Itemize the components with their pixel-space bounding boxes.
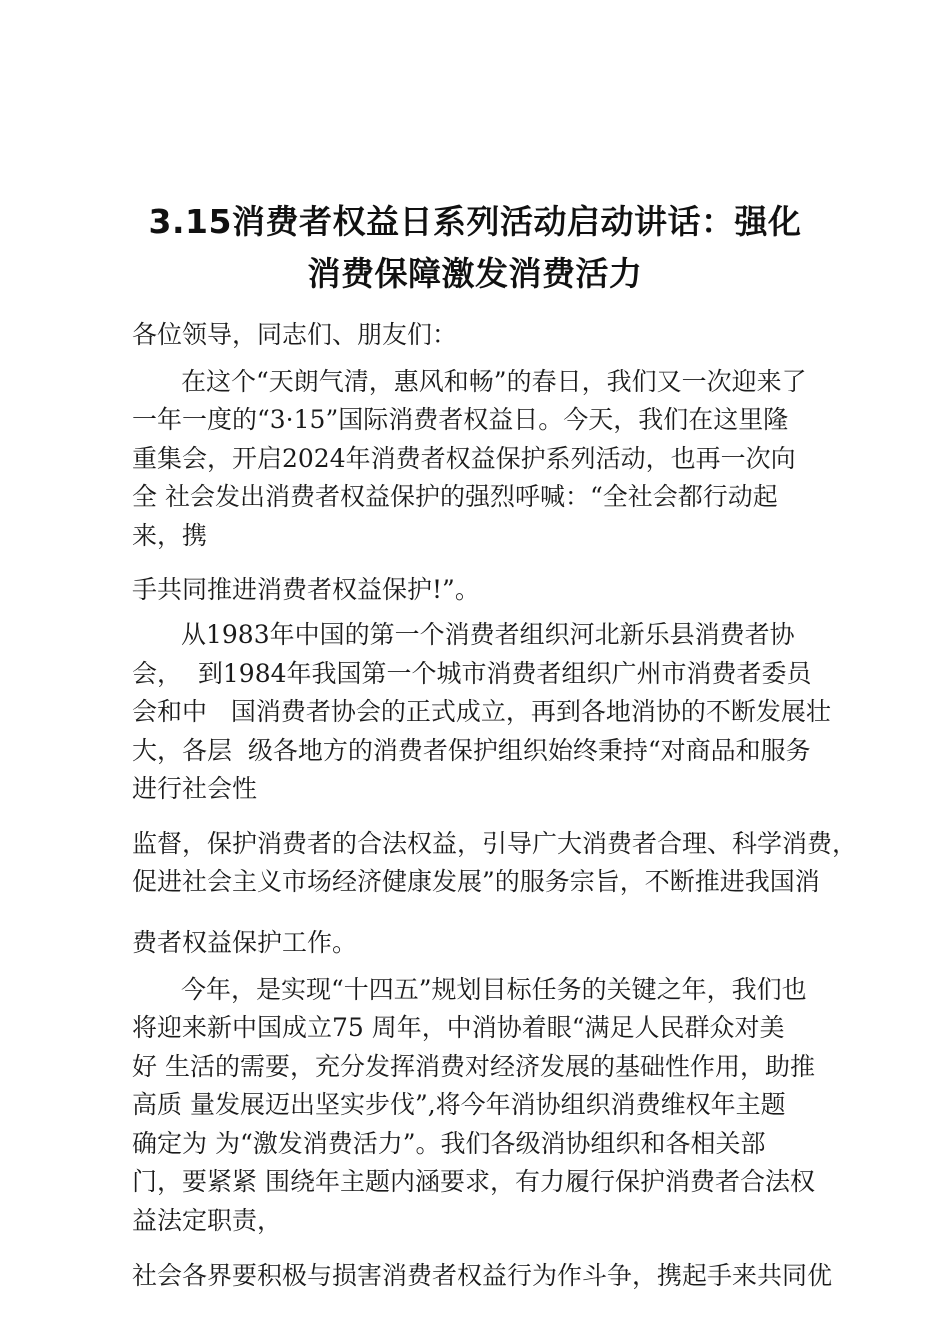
paragraph-line: 好 生活的需要，充分发挥消费对经济发展的基础性作用，助推 [132, 1052, 815, 1081]
paragraph-line: 促进社会主义市场经济健康发展”的服务宗旨，不断推进我国消 [132, 867, 820, 896]
paragraph-line: 费者权益保护工作。 [132, 928, 358, 957]
paragraph-line: 会和中 国消费者协会的正式成立，再到各地消协的不断发展壮 [132, 697, 831, 726]
paragraph-line: 会， 到1984年我国第一个城市消费者组织广州市消费者委员 [132, 659, 812, 688]
paragraph-line: 门，要紧紧 围绕年主题内涵要求，有力履行保护消费者合法权 [132, 1167, 815, 1196]
paragraph-line: 从1983年中国的第一个消费者组织河北新乐县消费者协 [181, 620, 795, 649]
paragraph-line: 监督，保护消费者的合法权益，引导广大消费者合理、科学消费， [132, 829, 858, 858]
paragraph-line: 社会各界要积极与损害消费者权益行为作斗争，携起手来共同优 [132, 1261, 833, 1290]
paragraph-line: 确定为 为“激发消费活力”。我们各级消协组织和各相关部 [132, 1129, 766, 1158]
paragraph-line: 高质 量发展迈出坚实步伐”,将今年消协组织消费维权年主题 [132, 1090, 786, 1119]
paragraph-line: 全 社会发出消费者权益保护的强烈呼喊：“全社会都行动起 [132, 482, 778, 511]
paragraph-line: 大，各层 级各地方的消费者保护组织始终秉持“对商品和服务 [132, 736, 811, 765]
paragraph-line: 一年一度的“3·15”国际消费者权益日。今天，我们在这里隆 [132, 405, 789, 434]
paragraph-line: 益法定职责， [132, 1206, 283, 1235]
paragraph-line: 重集会，开启2024年消费者权益保护系列活动，也再一次向 [132, 444, 796, 473]
salutation: 各位领导，同志们、朋友们： [132, 320, 458, 349]
paragraph-line: 来，携 [132, 521, 208, 550]
paragraph-line: 手共同推进消费者权益保护!”。 [132, 575, 480, 604]
paragraph-line: 进行社会性 [132, 774, 258, 803]
title-line-1: 3.15消费者权益日系列活动启动讲话：强化 [148, 202, 802, 241]
title-line-2: 消费保障激发消费活力 [307, 254, 643, 293]
paragraph-line: 将迎来新中国成立75 周年，中消协着眼“满足人民群众对美 [132, 1013, 785, 1042]
paragraph-line: 今年，是实现“十四五”规划目标任务的关键之年，我们也 [181, 975, 807, 1004]
paragraph-line: 在这个“天朗气清，惠风和畅”的春日，我们又一次迎来了 [181, 367, 807, 396]
